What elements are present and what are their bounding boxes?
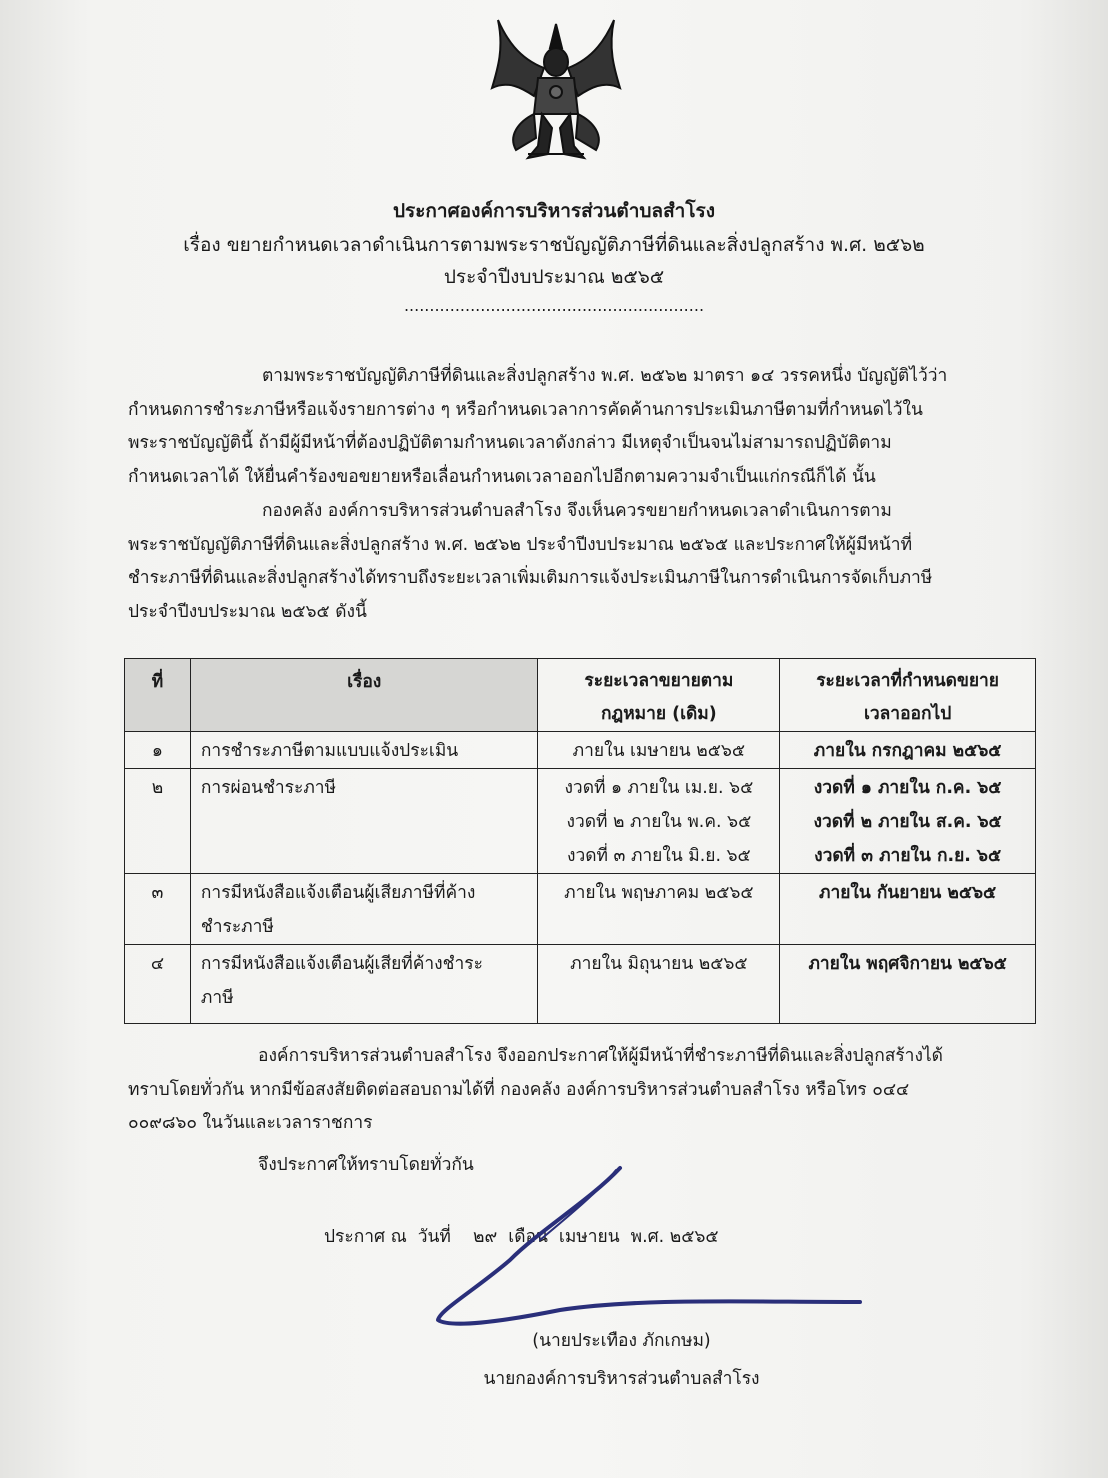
signatory-position: นายกองค์การบริหารส่วนตำบลสำโรง (483, 1369, 760, 1389)
title-divider: ........................................................... (403, 296, 705, 315)
date-line: ประกาศ ณ วันที่ ๒๙ เดือน เมษายน พ.ศ. ๒๕๖๕ (324, 1227, 719, 1247)
table-row: ๒ การผ่อนชำระภาษี งวดที่ ๑ ภายใน เม.ย. ๖๕ งวดที่ ๒ ภายใน พ.ค. ๖๕ งวดที่ ๓ ภายใน มิ.ย. ๖๕ งวดที่ ๑ ภายใน ก.ค. ๖๕ งวดที่ ๒ ภายใน ส.ค. ๖๕ งวดที่ ๓ ภายใน ก.ย. ๖๕ (125, 769, 1036, 874)
paragraph-line: กำหนดการชำระภาษีหรือแจ้งรายการต่าง ๆ หรือกำหนดเวลาการคัดค้านการประเมินภาษีตามที่กำหนดไว้ใน (128, 399, 923, 420)
handwritten-signature (420, 1160, 880, 1335)
header-new-period: ระยะเวลาที่กำหนดขยาย เวลาออกไป (780, 659, 1036, 732)
paragraph-line: ชำระภาษีที่ดินและสิ่งปลูกสร้างได้ทราบถึงระยะเวลาเพิ่มเติมการแจ้งประเมินภาษีในการดำเนินการจัดเก็บภาษี (128, 568, 933, 588)
table-row: ๓ การมีหนังสือแจ้งเตือนผู้เสียภาษีที่ค้าง ชำระภาษี ภายใน พฤษภาคม ๒๕๖๕ ภายใน กันยายน ๒๕๖๕ (125, 874, 1036, 945)
announcement-title: ประกาศองค์การบริหารส่วนตำบลสำโรง (392, 200, 716, 222)
header-no: ที่ (125, 659, 191, 732)
signatory-name: (นายประเทือง ภักเกษม) (532, 1331, 711, 1351)
fiscal-year: ประจำปีงบประมาณ ๒๕๖๕ (443, 266, 665, 288)
table-header-row (125, 659, 1036, 732)
table-row: ๑ การชำระภาษีตามแบบแจ้งประเมิน ภายใน เมษายน ๒๕๖๕ ภายใน กรกฎาคม ๒๕๖๕ (125, 732, 1036, 769)
paragraph-3 (128, 1040, 943, 1141)
header-subject: เรื่อง (190, 659, 538, 732)
paragraph-line: กำหนดเวลาได้ ให้ยื่นคำร้องขอขยายหรือเลื่อนกำหนดเวลาออกไปอีกตามความจำเป็นแก่กรณีก็ได้ นั้น (128, 466, 876, 487)
closing-line: จึงประกาศให้ทราบโดยทั่วกัน (258, 1155, 474, 1175)
paragraph-line: กองคลัง องค์การบริหารส่วนตำบลสำโรง จึงเห็นควรขยายกำหนดเวลาดำเนินการตาม (262, 501, 892, 521)
paragraph-line: พระราชบัญญัตินี้ ถ้ามีผู้มีหน้าที่ต้องปฏิบัติตามกำหนดเวลาดังกล่าว มีเหตุจำเป็นจนไม่สามารถปฏิบัติตาม (128, 433, 892, 453)
paragraph-line: พระราชบัญญัติภาษีที่ดินและสิ่งปลูกสร้าง พ.ศ. ๒๕๖๒ ประจำปีงบประมาณ ๒๕๖๕ และประกาศให้ผู้มีหน้าที่ (128, 534, 913, 555)
paragraph-line: ตามพระราชบัญญัติภาษีที่ดินและสิ่งปลูกสร้าง พ.ศ. ๒๕๖๒ มาตรา ๑๔ วรรคหนึ่ง บัญญัติไว้ว่า (262, 366, 948, 386)
announcement-subject: เรื่อง ขยายกำหนดเวลาดำเนินการตามพระราชบัญญัติภาษีที่ดินและสิ่งปลูกสร้าง พ.ศ. ๒๕๖๒ (183, 234, 925, 256)
paragraph-2 (128, 495, 932, 629)
paragraph-line: ประจำปีงบประมาณ ๒๕๖๕ ดังนี้ (128, 601, 367, 622)
paragraph-1 (128, 360, 947, 494)
paragraph-line: ทราบโดยทั่วกัน หากมีข้อสงสัยติดต่อสอบถามได้ที่ กองคลัง องค์การบริหารส่วนตำบลสำโรง หรือโทร ๐๔๔ (128, 1079, 910, 1100)
header-old-period: ระยะเวลาขยายตาม กฎหมาย (เดิม) (538, 659, 780, 732)
table-row: ๔ การมีหนังสือแจ้งเตือนผู้เสียที่ค้างชำระ ภาษี ภายใน มิถุนายน ๒๕๖๕ ภายใน พฤศจิกายน ๒๕๖๕ (125, 945, 1036, 1024)
schedule-table (124, 658, 1036, 1024)
paragraph-line: ๐๐๙๘๖๐ ในวันและเวลาราชการ (128, 1113, 373, 1133)
paragraph-line: องค์การบริหารส่วนตำบลสำโรง จึงออกประกาศให้ผู้มีหน้าที่ชำระภาษีที่ดินและสิ่งปลูกสร้างได้ (258, 1046, 943, 1066)
garuda-emblem (488, 18, 624, 168)
